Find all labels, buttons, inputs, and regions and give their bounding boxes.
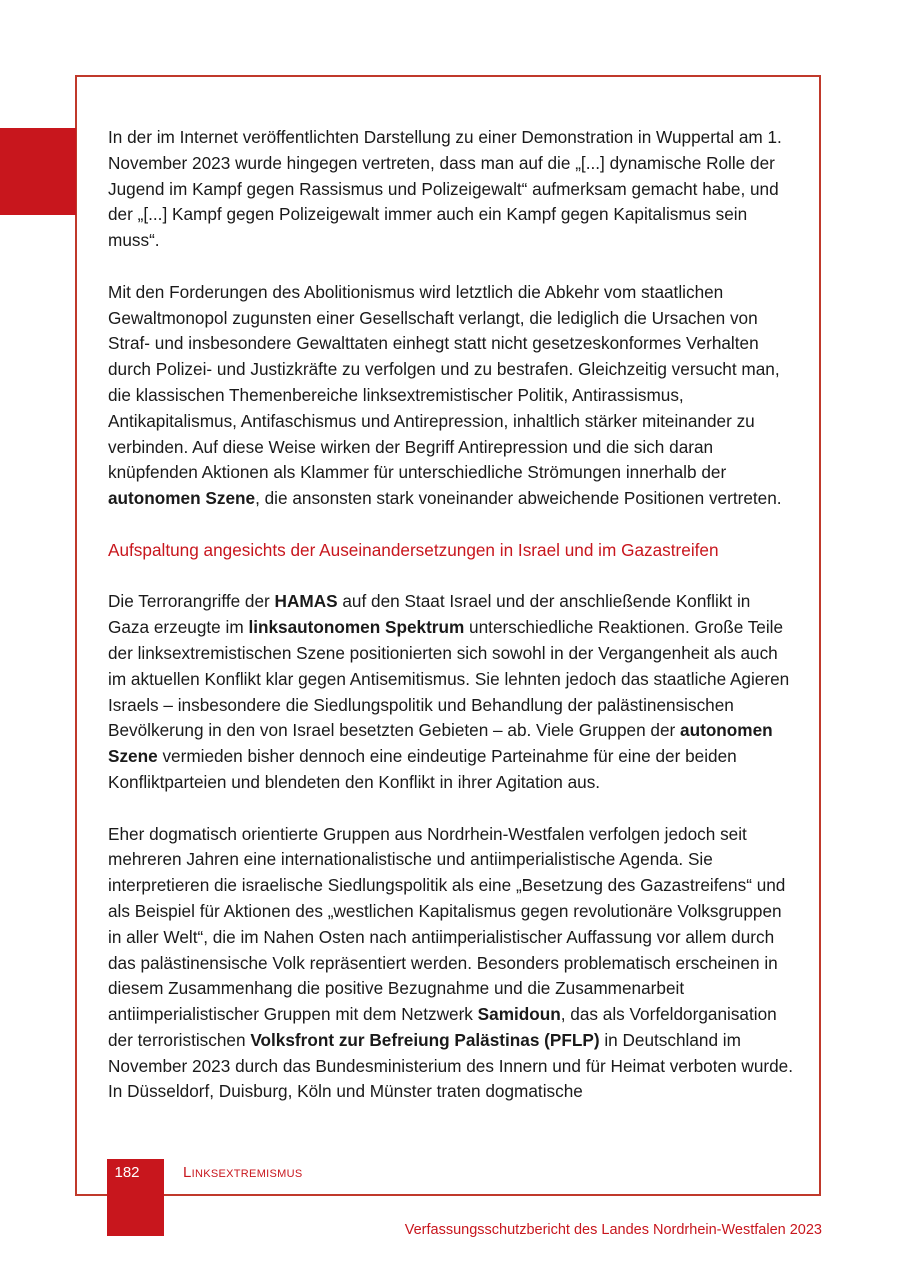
- emphasis-pflp: Volksfront zur Befreiung Palästinas (PFLP): [250, 1029, 600, 1050]
- paragraph-4: Eher dogmatisch orientierte Gruppen aus Nordrhein-Westfalen verfolgen jedoch seit mehreren Jahren eine internationalistische und antiimperialistische Agenda. Sie interpretieren die israelische Siedlungspolitik als eine „Besetzung des Gazastreifens“ und als Beispiel für Aktionen des „westlichen Kapitalismus gegen revolutionäre Volksgruppen in aller Welt“, die im Nahen Osten nach antiimperialistischer Auffassung vor allem durch das palästinensische Volk repräsentiert werden. Besonders problematisch erscheinen in diesem Zusammenhang die positive Bezugnahme und die Zusammenarbeit antiimperialistischer Gruppen mit dem Netzwerk Samidoun, das als Vorfeldorganisation der terroristischen Volksfront zur Befreiung Palästinas (PFLP) in Deutschland im November 2023 durch das Bundesministerium des Innern und für Heimat verboten wurde. In Düsseldorf, Duisburg, Köln und Münster traten dogmatische: [108, 823, 793, 1102]
- emphasis-autonomen-szene: autonomen Szene: [108, 488, 256, 509]
- page-number: 182: [114, 1164, 140, 1181]
- emphasis-autonomen-szene-2: autonomen Szene: [108, 720, 773, 767]
- section-subheading: Aufspaltung angesichts der Auseinandersetzungen in Israel und im Gazastreifen: [108, 539, 719, 560]
- paragraph-3: Die Terrorangriffe der HAMAS auf den Staat Israel und der anschließende Konflikt in Gaza erzeugte im linksautonomen Spektrum unterschiedliche Reaktionen. Große Teile der linksextremistischen Szene positionierten sich sowohl in der Vergangenheit als auch im aktuellen Konflikt klar gegen Antisemitismus. Sie lehnten jedoch das staatliche Agieren Israels – insbesondere die Siedlungspolitik und Behandlung der palästinensischen Bevölkerung in den von Israel besetzten Gebieten – ab. Viele Gruppen der autonomen Szene vermieden bisher dennoch eine eindeutige Parteinahme für eine der beiden Konfliktparteien und blendeten den Konflikt in ihrer Agitation aus.: [108, 591, 790, 792]
- chapter-marker-tab: [0, 128, 76, 215]
- emphasis-samidoun: Samidoun: [477, 1004, 561, 1025]
- paragraph-2: Mit den Forderungen des Abolitionismus wird letztlich die Abkehr vom staatlichen Gewaltmonopol zugunsten einer Gesellschaft verlangt, die lediglich die Ursachen von Straf- und insbesondere Gewalttaten einhegt statt nicht gesetzeskonformes Verhalten durch Polizei- und Justizkräfte zu verfolgen und zu bestrafen. Gleichzeitig versucht man, die klassischen Themenbereiche linksextremistischer Politik, Antirassismus, Antikapitalismus, Antifaschismus und Antirepression, inhaltlich stärker miteinander zu verbinden. Auf diese Weise wirken der Begriff Antirepression und die sich daran knüpfenden Aktionen als Klammer für unterschiedliche Strömungen innerhalb der autonomen Szene, die ansonsten stark voneinander abweichende Positionen vertreten.: [108, 281, 782, 509]
- body-text: [108, 125, 796, 1105]
- emphasis-linksautonomen-spektrum: linksautonomen Spektrum: [248, 617, 465, 638]
- emphasis-hamas: HAMAS: [274, 591, 338, 612]
- publication-title: Verfassungsschutzbericht des Landes Nordrhein-Westfalen 2023: [404, 1222, 822, 1238]
- paragraph-1: In der im Internet veröffentlichten Darstellung zu einer Demonstration in Wuppertal am 1. November 2023 wurde hingegen vertreten, dass man auf die „[...] dynamische Rolle der Jugend im Kampf gegen Rassismus und Polizeigewalt“ aufmerksam gemacht habe, und der „[...] Kampf gegen Polizeigewalt immer auch ein Kampf gegen Kapitalismus sein muss“.: [108, 127, 782, 251]
- running-section-title: Linksextremismus: [183, 1164, 303, 1181]
